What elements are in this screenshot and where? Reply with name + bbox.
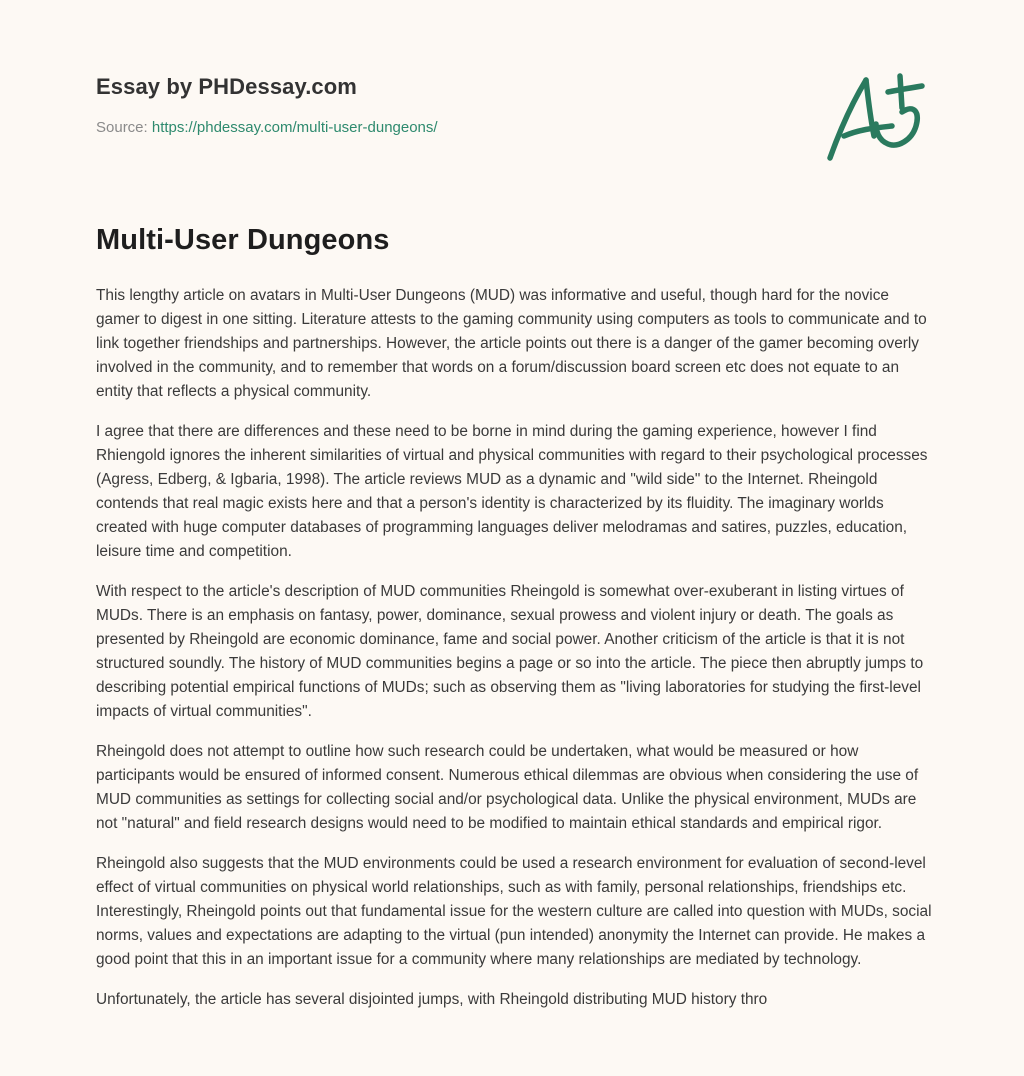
source-link[interactable]: https://phdessay.com/multi-user-dungeons/ xyxy=(151,119,438,136)
source-line xyxy=(96,119,936,136)
essay-header xyxy=(96,74,936,136)
article-title: Multi-User Dungeons xyxy=(96,224,390,256)
article-paragraph: With respect to the article's description of MUD communities Rheingold is somewhat over-exuberant in listing virtues of MUDs. There is an emphasis on fantasy, power, dominance, sexual prowess and violent injury or death. The goals as presented by Rheingold are economic dominance, fame and social power. Another criticism of the article is that it is not structured soundly. The history of MUD communities begins a page or so into the article. The piece then abruptly jumps to describing potential empirical functions of MUDs; such as observing them as "living laboratories for studying the first-level impacts of virtual communities". xyxy=(96,583,924,720)
article-paragraph: Rheingold also suggests that the MUD environments could be used a research environment for evaluation of second-level effect of virtual communities on physical world relationships, such as with family, personal relationships, friendships etc. Interestingly, Rheingold points out that fundamental issue for the western culture are called into question with MUDs, social norms, values and expectations are adapting to the virtual (pun intended) anonymity the Internet can provide. He makes a good point that this in an important issue for a community where many relationships are mediated by technology. xyxy=(96,855,932,968)
article-body xyxy=(96,284,934,1028)
source-label: Source: xyxy=(96,119,148,136)
article-paragraph: Rheingold does not attempt to outline how such research could be undertaken, what would be measured or how participants would be ensured of informed consent. Numerous ethical dilemmas are obvious when considering the use of MUD communities as settings for collecting social and/or psychological data. Unlike the physical environment, MUDs are not "natural" and field research designs would need to be modified to maintain ethical standards and empirical rigor. xyxy=(96,743,919,832)
article-paragraph: This lengthy article on avatars in Multi-User Dungeons (MUD) was informative and useful, though hard for the novice gamer to digest in one sitting. Literature attests to the gaming community using computers as tools to communicate and to link together friendships and partnerships. However, the article points out there is a danger of the gamer becoming overly involved in the community, and to remember that words on a forum/discussion board screen etc does not equate to an entity that reflects a physical community. xyxy=(96,287,927,400)
article-paragraph-truncated: Unfortunately, the article has several disjointed jumps, with Rheingold distributing MUD history thro xyxy=(96,991,768,1008)
site-title: Essay by PHDessay.com xyxy=(96,74,357,99)
article-paragraph: I agree that there are differences and these need to be borne in mind during the gaming experience, however I find Rhiengold ignores the inherent similarities of virtual and physical communities with regard to their psychological processes (Agress, Edberg, & Igbaria, 1998). The article reviews MUD as a dynamic and "wild side" to the Internet. Rheingold contends that real magic exists here and that a person's identity is characterized by its fluidity. The imaginary worlds created with huge computer databases of programming languages deliver melodramas and satires, puzzles, education, leisure time and competition. xyxy=(96,423,928,560)
a-plus-grade-icon xyxy=(822,68,930,164)
